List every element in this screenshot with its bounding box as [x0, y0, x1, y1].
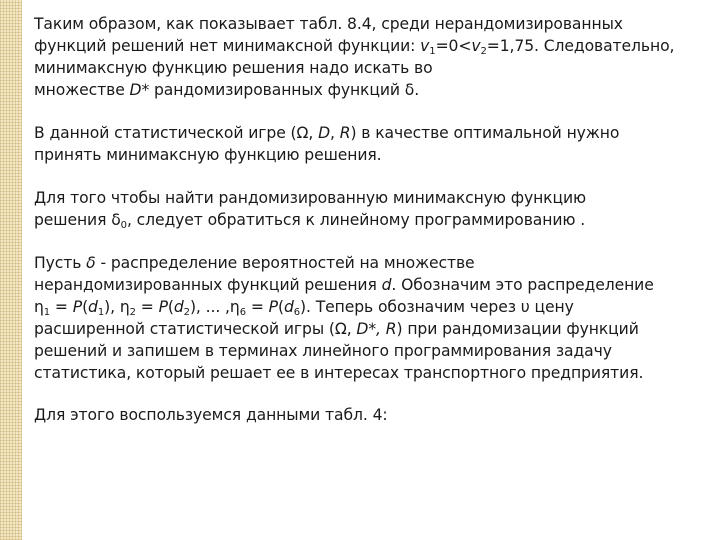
text-line: В данной статистической игре (Ω, D, R) в качестве оптимальной нужно — [34, 124, 620, 142]
text-line: $\eta_1 = P(d_1)$, $\eta_2 = P(d_2)$, ... $,\eta_6 = P(d_6)$. Теперь обозначим через υ цену — [34, 298, 574, 318]
text-line: нерандомизированных функций решения d. Обозначим это распределение — [34, 276, 654, 294]
text-line: Таким образом, как показывает табл. 8.4, среди нерандомизированных — [34, 15, 623, 33]
text-body — [34, 13, 702, 447]
text-line: Для того чтобы найти рандомизированную минимаксную функцию — [34, 189, 587, 207]
text-line: Пусть δ - распределение вероятностей на множестве — [34, 254, 475, 272]
text-line: расширенной статистической игры (Ω, D*, R) при рандомизации функций — [34, 320, 639, 338]
text-line: принять минимаксную функцию решения. — [34, 146, 382, 164]
text-line: минимаксную функцию решения надо искать во — [34, 59, 433, 77]
paragraph-table-reference — [34, 404, 702, 426]
paragraph-minimax-search — [34, 13, 702, 101]
paragraph-optimal-function — [34, 122, 702, 166]
decorative-side-band — [0, 0, 22, 540]
text-line: статистика, который решает ее в интересах транспортного предприятия. — [34, 364, 644, 382]
text-line: функций решений нет минимаксной функции: $v_1=0<v_2=1,75$. Следовательно, — [34, 37, 675, 57]
text-line: решений и запишем в терминах линейного программирования задачу — [34, 342, 612, 360]
paragraph-linear-programming — [34, 187, 702, 231]
paragraph-distribution-definition — [34, 252, 702, 384]
text-line: множестве D* рандомизированных функций δ. — [34, 81, 420, 99]
text-line: решения $\delta_0$, следует обратиться к линейному программированию . — [34, 211, 586, 231]
text-line: Для этого воспользуемся данными табл. 4: — [34, 406, 388, 424]
